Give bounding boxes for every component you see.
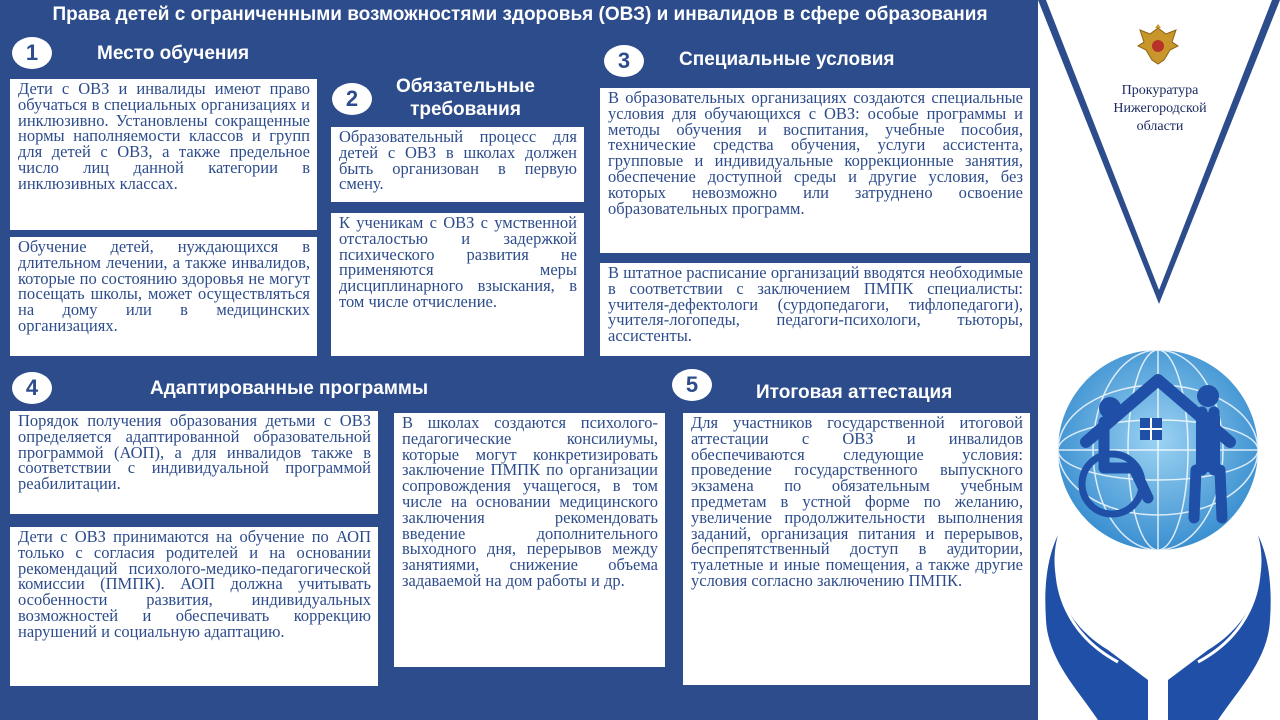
section-1-heading: Место обучения [97, 43, 250, 64]
page-title: Права детей с ограниченными возможностями здоровья (ОВЗ) и инвалидов в сфере образования [52, 4, 988, 25]
section-3-text-1: В образовательных организациях создаются специальные условия для обучающихся с ОВЗ: особые программы и методы обучения и воспитания, учебные пособия, технические средства обучения, услуги ассистента, групповые и индивидуальные коррекционные занятия, обеспечение доступной среды и другие условия, без которых невозможно или затруднено освоение образовательных программ. [600, 88, 1030, 253]
section-4-heading: Адаптированные программы [150, 378, 429, 399]
section-2-text-2: К ученикам с ОВЗ с умственной отсталостью и задержкой психического развития не применяются меры дисциплинарного взыскания, в том числе отчисление. [331, 213, 584, 356]
section-1-text-2: Обучение детей, нуждающихся в длительном лечении, а также инвалидов, которые по состоянию здоровья не могут посещать школы, может осуществляться на дому или в медицинских организациях. [10, 237, 317, 356]
eagle-emblem-icon [1132, 22, 1184, 68]
section-4-text-1: Порядок получения образования детьми с ОВЗ определяется адаптированной образовательной программой (АОП), а для инвалидов также в соответствии с индивидуальной программой реабилитации. [10, 411, 378, 514]
accessibility-hands-icon [1038, 350, 1278, 720]
section-5-number: 5 [672, 369, 712, 401]
section-3-text-2: В штатное расписание организаций вводятся необходимые в соответствии с заключением ПМПК специалисты: учителя-дефектологи (сурдопедагоги, тифлопедагоги), учителя-логопеды, педагоги-психологи, тьюторы, ассистенты. [600, 263, 1030, 356]
section-2-heading: Обязательные требования [395, 76, 535, 120]
section-1-number: 1 [12, 37, 52, 69]
section-3-heading: Специальные условия [679, 49, 895, 70]
section-5-text-1: Для участников государственной итоговой аттестации с ОВЗ и инвалидов обеспечиваются следующие условия: проведение государственного выпускного экзамена по обязательным учебным предметам в устной форме по желанию, увеличение продолжительности выполнения заданий, организация питания и перерывов, беспрепятственный доступ в аудитории, туалетные и иные помещения, а также другие условия согласно заключению ПМПК. [683, 413, 1030, 685]
org-name [1090, 82, 1230, 136]
org-name-line-1: Прокуратура [1121, 83, 1199, 98]
org-name-line-3: области [1136, 119, 1184, 134]
section-4-number: 4 [12, 372, 52, 404]
section-4-text-3: В школах создаются психолого-педагогические консилиумы, которые могут конкретизировать заключение ПМПК по организации сопровождения учащегося, в том числе на основании медицинского заключения рекомендовать введение дополнительного выходного дня, перерывов между занятиями, снижение объема задаваемой на дом работы и др. [394, 413, 665, 667]
section-5-heading: Итоговая аттестация [756, 382, 953, 403]
org-name-line-2: Нижегородской [1113, 101, 1207, 116]
section-1-text-1: Дети с ОВЗ и инвалиды имеют право обучаться в специальных организациях и инклюзивно. Установлены сокращенные нормы наполняемости классов и групп для детей с ОВЗ, а также предельное число лиц данной категории в инклюзивных классах. [10, 79, 317, 230]
section-3-number: 3 [604, 45, 644, 77]
section-2-number: 2 [332, 83, 372, 115]
section-2-text-1: Образовательный процесс для детей с ОВЗ в школах должен быть организован в первую смену. [331, 127, 584, 202]
section-4-text-2: Дети с ОВЗ принимаются на обучение по АОП только с согласия родителей и на основании рекомендаций психолого-медико-педагогической комиссии (ПМПК). АОП должна учитывать особенности развития, индивидуальных возможностей и обеспечивать коррекцию нарушений и социальную адаптацию. [10, 527, 378, 686]
sidebar-panel [1038, 0, 1280, 720]
